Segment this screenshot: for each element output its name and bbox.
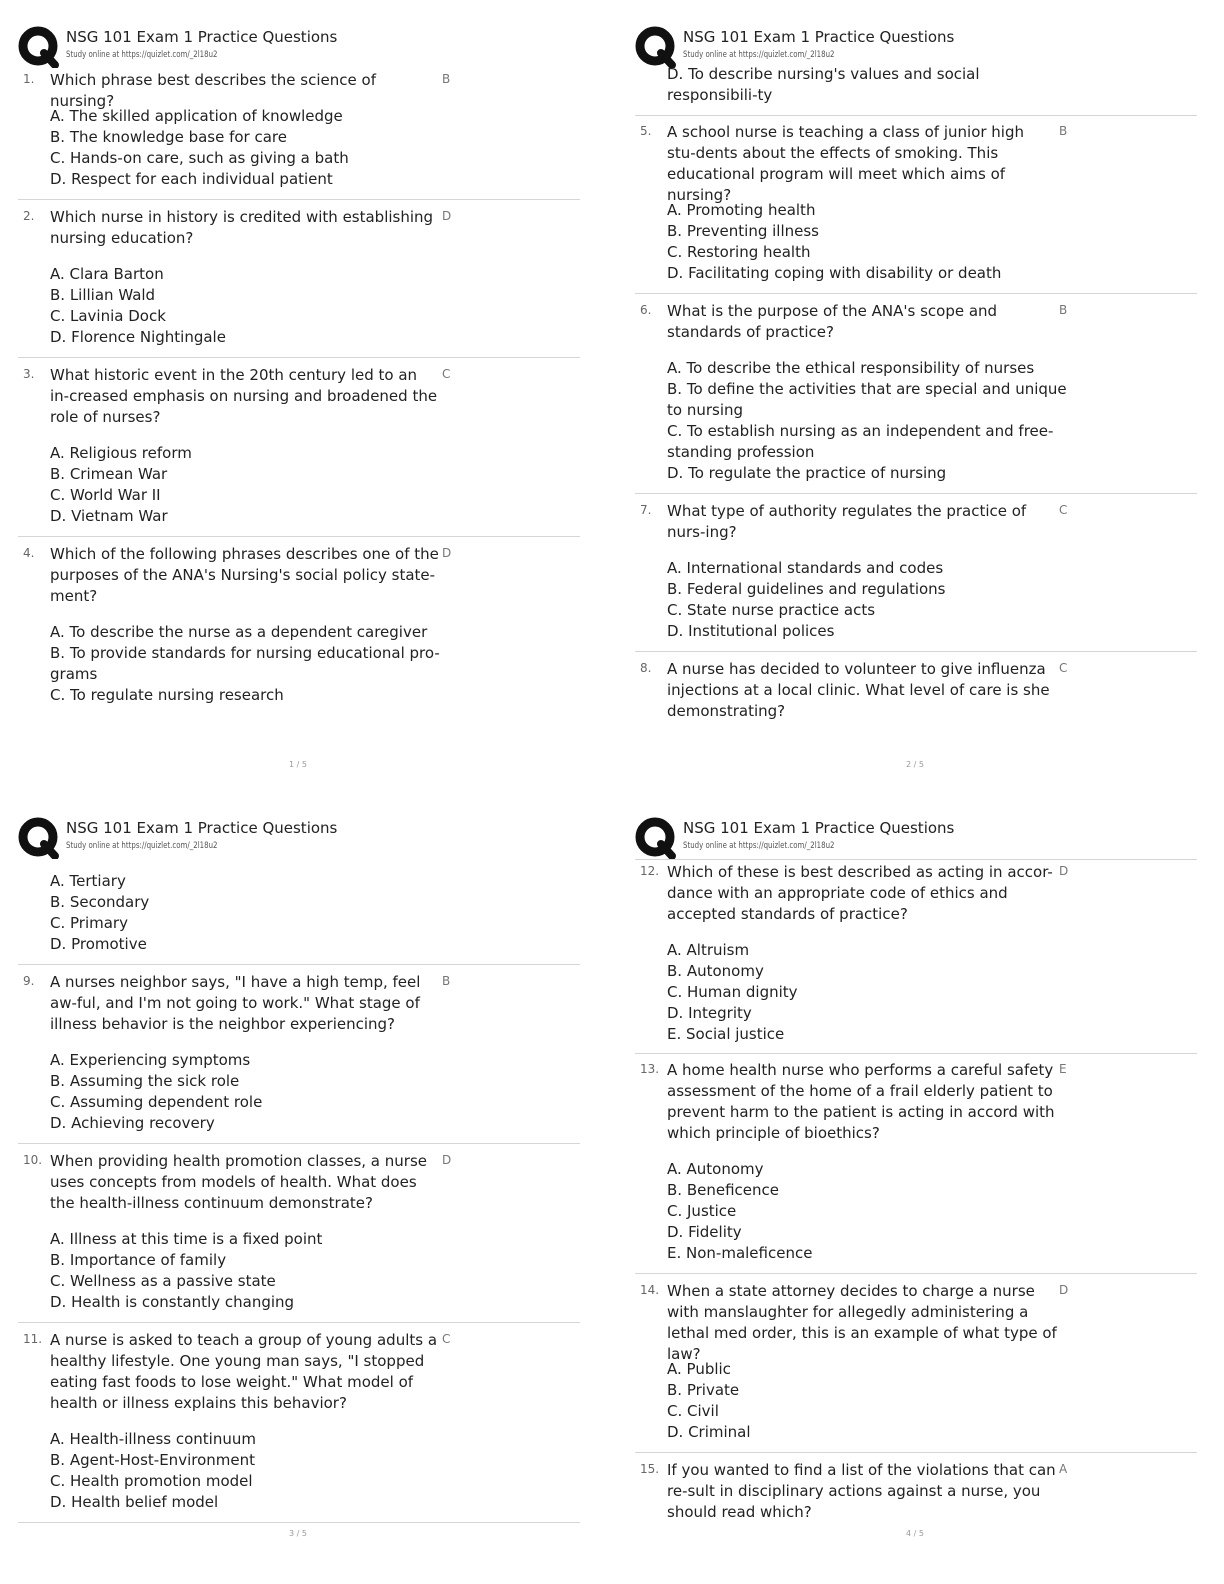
- option: D. Promotive: [50, 935, 147, 953]
- question-text: A nurses neighbor says, "I have a high temp, feel aw-ful, and I'm not going to work." What stage of illness behavior is the neighbor experiencing?: [50, 973, 421, 1033]
- study-link[interactable]: Study online at https://quizlet.com/_2l18u2: [66, 841, 218, 851]
- option: A. Experiencing symptoms: [50, 1051, 251, 1069]
- option: A. Tertiary: [50, 872, 126, 890]
- question-number: 11.: [23, 1332, 43, 1346]
- answer-key: E: [1059, 1062, 1067, 1076]
- option: C. Justice: [667, 1202, 737, 1220]
- question-4: [18, 544, 580, 734]
- page-1: [18, 22, 608, 782]
- option: A. Clara Barton: [50, 265, 164, 283]
- page-title: NSG 101 Exam 1 Practice Questions: [66, 28, 338, 46]
- question-3: [18, 365, 580, 537]
- page-3: [18, 813, 608, 1573]
- options-list: [50, 264, 450, 348]
- option: B. Crimean War: [50, 465, 168, 483]
- question-number: 2.: [23, 209, 35, 223]
- option: B. To provide standards for nursing educational pro-grams: [50, 644, 440, 683]
- question-2: [18, 207, 580, 358]
- options-list: [50, 622, 450, 706]
- study-link[interactable]: Study online at https://quizlet.com/_2l18u2: [683, 841, 835, 851]
- page-2: [635, 22, 1224, 782]
- option: C. Civil: [667, 1402, 719, 1420]
- question-number: 10.: [23, 1153, 43, 1167]
- question-number: 6.: [640, 303, 652, 317]
- question-7: [635, 501, 1197, 652]
- page-header: [635, 813, 1224, 865]
- question-number: 8.: [640, 661, 652, 675]
- option: B. The knowledge base for care: [50, 128, 287, 146]
- question-13: [635, 1060, 1197, 1274]
- option: B. Federal guidelines and regulations: [667, 580, 946, 598]
- answer-key: B: [442, 974, 451, 988]
- answer-key: C: [442, 367, 451, 381]
- options-list: [50, 1429, 450, 1513]
- option: C. Health promotion model: [50, 1472, 253, 1490]
- question-text: Which nurse in history is credited with establishing nursing education?: [50, 208, 434, 247]
- question-8: [635, 659, 1197, 729]
- study-link[interactable]: Study online at https://quizlet.com/_2l18u2: [66, 50, 218, 60]
- options-list: [667, 940, 1067, 1045]
- option: C. World War II: [50, 486, 161, 504]
- option: D. Health is constantly changing: [50, 1293, 295, 1311]
- option: B. Importance of family: [50, 1251, 227, 1269]
- answer-key: D: [442, 1153, 452, 1167]
- option: C. Human dignity: [667, 983, 798, 1001]
- question-number: 13.: [640, 1062, 660, 1076]
- option: B. Secondary: [50, 893, 150, 911]
- question-text: What historic event in the 20th century led to an in-creased emphasis on nursing and broadened the role of nurses?: [50, 366, 438, 426]
- question-number: 15.: [640, 1462, 660, 1476]
- option: D. Institutional polices: [667, 622, 835, 640]
- page-number: 2 / 5: [906, 760, 924, 769]
- option: C. Restoring health: [667, 243, 811, 261]
- option: A. Public: [667, 1360, 731, 1378]
- question-text: A school nurse is teaching a class of junior high stu-dents about the effects of smoking. This educational program will meet which aims of nursing?: [667, 123, 1025, 204]
- quizlet-logo-icon: [18, 817, 60, 859]
- options-list: [667, 200, 1067, 284]
- question-12: [635, 859, 1197, 1054]
- answer-key: D: [442, 546, 452, 560]
- option: A. To describe the ethical responsibility of nurses: [667, 359, 1035, 377]
- page-title: NSG 101 Exam 1 Practice Questions: [683, 819, 955, 837]
- answer-key: D: [1059, 864, 1069, 878]
- option: B. Preventing illness: [667, 222, 819, 240]
- option: A. Health-illness continuum: [50, 1430, 256, 1448]
- option: C. State nurse practice acts: [667, 601, 876, 619]
- answer-key: D: [1059, 1283, 1069, 1297]
- options-list: [50, 1229, 450, 1313]
- quizlet-logo-icon: [18, 26, 60, 68]
- option: B. To define the activities that are special and unique to nursing: [667, 380, 1067, 419]
- question-11: [18, 1330, 580, 1523]
- option: B. Beneficence: [667, 1181, 779, 1199]
- option: B. Lillian Wald: [50, 286, 156, 304]
- study-link[interactable]: Study online at https://quizlet.com/_2l18u2: [683, 50, 835, 60]
- option: C. Lavinia Dock: [50, 307, 166, 325]
- options-list: [667, 558, 1067, 642]
- option: A. International standards and codes: [667, 559, 944, 577]
- option: D. Facilitating coping with disability or death: [667, 264, 1002, 282]
- option: C. To regulate nursing research: [50, 686, 284, 704]
- question-number: 14.: [640, 1283, 660, 1297]
- answer-key: C: [1059, 661, 1068, 675]
- options-list: [667, 1159, 1067, 1264]
- question-text: When providing health promotion classes, a nurse uses concepts from models of health. What does the health-illness continuum demonstrate?: [50, 1152, 427, 1212]
- option: D. Integrity: [667, 1004, 752, 1022]
- option: D. To describe nursing's values and social responsibili-ty: [667, 65, 980, 104]
- option: E. Social justice: [667, 1025, 785, 1043]
- question-text: What type of authority regulates the practice of nurs-ing?: [667, 502, 1027, 541]
- question-number: 3.: [23, 367, 35, 381]
- option: D. Achieving recovery: [50, 1114, 215, 1132]
- page-number: 4 / 5: [906, 1529, 924, 1538]
- question-5: [635, 122, 1197, 294]
- answer-key: C: [442, 1332, 451, 1346]
- question-text: What is the purpose of the ANA's scope and standards of practice?: [667, 302, 998, 341]
- option: C. Assuming dependent role: [50, 1093, 263, 1111]
- options-list: [50, 871, 450, 955]
- question-10: [18, 1151, 580, 1323]
- question-text: A nurse is asked to teach a group of young adults a healthy lifestyle. One young man says, "I stopped eating fast foods to lose weight." What model of health or illness explains this behavior?: [50, 1331, 438, 1412]
- question-9: [18, 972, 580, 1144]
- page-number: 1 / 5: [289, 760, 307, 769]
- question-number: 5.: [640, 124, 652, 138]
- question-number: 7.: [640, 503, 652, 517]
- option: D. Fidelity: [667, 1223, 742, 1241]
- options-list: [50, 106, 450, 190]
- question-text: When a state attorney decides to charge a nurse with manslaughter for allegedly administering a lethal med order, this is an example of what type of law?: [667, 1282, 1057, 1363]
- question-text: If you wanted to find a list of the violations that can re-sult in disciplinary actions against a nurse, you should read which?: [667, 1461, 1056, 1521]
- option: D. Vietnam War: [50, 507, 168, 525]
- options-list: [50, 443, 450, 527]
- option: A. Religious reform: [50, 444, 192, 462]
- option: B. Agent-Host-Environment: [50, 1451, 255, 1469]
- answer-key: D: [442, 209, 452, 223]
- continued-options: [18, 867, 580, 965]
- page-4: [635, 813, 1224, 1573]
- option: D. Health belief model: [50, 1493, 219, 1511]
- question-1: [18, 70, 580, 200]
- option: A. Altruism: [667, 941, 750, 959]
- option: E. Non-maleficence: [667, 1244, 813, 1262]
- option: B. Assuming the sick role: [50, 1072, 240, 1090]
- option: A. Promoting health: [667, 201, 816, 219]
- options-list: [667, 358, 1067, 484]
- option: D. Florence Nightingale: [50, 328, 226, 346]
- answer-key: B: [442, 72, 451, 86]
- question-number: 4.: [23, 546, 35, 560]
- option: C. To establish nursing as an independent and free-standing profession: [667, 422, 1054, 461]
- option: A. Illness at this time is a fixed point: [50, 1230, 323, 1248]
- answer-key: C: [1059, 503, 1068, 517]
- option: C. Wellness as a passive state: [50, 1272, 276, 1290]
- page-title: NSG 101 Exam 1 Practice Questions: [66, 819, 338, 837]
- page-header: [18, 22, 608, 74]
- option: A. The skilled application of knowledge: [50, 107, 343, 125]
- question-number: 9.: [23, 974, 35, 988]
- answer-key: B: [1059, 303, 1068, 317]
- question-15: [635, 1460, 1197, 1530]
- question-text: A home health nurse who performs a careful safety assessment of the home of a frail elderly patient to prevent harm to the patient is acting in accord with which principle of bioethics?: [667, 1061, 1055, 1142]
- options-list: [667, 1359, 1067, 1443]
- option: D. Respect for each individual patient: [50, 170, 333, 188]
- option: A. To describe the nurse as a dependent caregiver: [50, 623, 428, 641]
- option: C. Hands-on care, such as giving a bath: [50, 149, 349, 167]
- question-14: [635, 1281, 1197, 1453]
- page-number: 3 / 5: [289, 1529, 307, 1538]
- answer-key: A: [1059, 1462, 1068, 1476]
- option: D. To regulate the practice of nursing: [667, 464, 947, 482]
- page-title: NSG 101 Exam 1 Practice Questions: [683, 28, 955, 46]
- question-6: [635, 301, 1197, 494]
- page-header: [18, 813, 608, 865]
- question-number: 1.: [23, 72, 35, 86]
- question-text: Which phrase best describes the science of nursing?: [50, 71, 376, 110]
- question-number: 12.: [640, 864, 660, 878]
- option: A. Autonomy: [667, 1160, 764, 1178]
- answer-key: B: [1059, 124, 1068, 138]
- option: B. Autonomy: [667, 962, 764, 980]
- option: D. Criminal: [667, 1423, 751, 1441]
- question-text: Which of the following phrases describes one of the purposes of the ANA's Nursing's social policy state-ment?: [50, 545, 439, 605]
- option: C. Primary: [50, 914, 128, 932]
- question-text: Which of these is best described as acting in accor-dance with an appropriate code of ethics and accepted standards of practice?: [667, 863, 1053, 923]
- question-text: A nurse has decided to volunteer to give influenza injections at a local clinic. What level of care is she demonstrating?: [667, 660, 1050, 720]
- option: B. Private: [667, 1381, 740, 1399]
- options-list: [50, 1050, 450, 1134]
- quizlet-logo-icon: [635, 817, 677, 859]
- continued-option: [635, 62, 1197, 116]
